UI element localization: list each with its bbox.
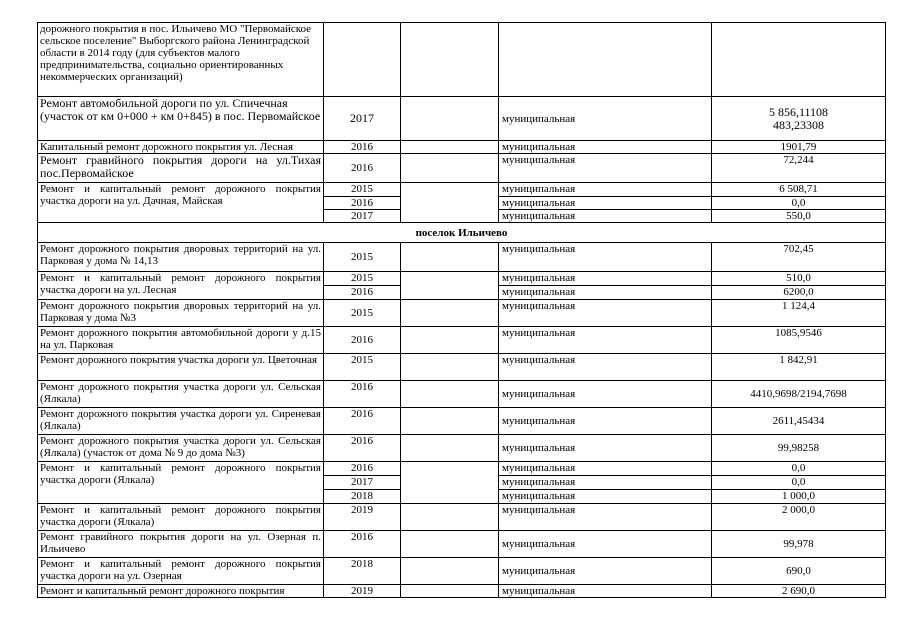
empty-cell — [401, 154, 499, 183]
empty-cell — [401, 272, 499, 300]
amount-cell: 690,0 — [712, 558, 886, 585]
funding-type: муниципальная — [499, 154, 712, 183]
funding-type: муниципальная — [499, 476, 712, 490]
empty-cell — [401, 435, 499, 462]
work-name: дорожного покрытия в пос. Ильичево МО "Первомайское сельское поселение" Выборгского района Ленинградской области в 2014 году (для субъектов малого предпринимательства, социально ориентированных некоммерческих организаций) — [38, 23, 324, 97]
amount-cell: 702,45 — [712, 243, 886, 272]
amount-cell: 6 508,71 — [712, 183, 886, 197]
section-title: поселок Ильичево — [38, 223, 886, 243]
amount-cell: 0,0 — [712, 197, 886, 210]
year-cell: 2015 — [324, 183, 401, 197]
amount-cell: 6200,0 — [712, 286, 886, 300]
work-name: Ремонт дорожного покрытия дворовых территорий на ул. Парковая у дома № 14,13 — [38, 243, 324, 272]
table-row — [38, 585, 886, 598]
year-cell: 2016 — [324, 381, 401, 408]
year-cell: 2016 — [324, 408, 401, 435]
year-cell — [324, 23, 401, 97]
table-row — [38, 97, 886, 141]
year-cell: 2016 — [324, 327, 401, 354]
section-row — [38, 223, 886, 243]
table-row — [38, 243, 886, 272]
year-cell: 2018 — [324, 490, 401, 504]
year-cell: 2015 — [324, 272, 401, 286]
table-row — [38, 381, 886, 408]
year-cell: 2019 — [324, 585, 401, 598]
empty-cell — [401, 327, 499, 354]
year-cell: 2017 — [324, 476, 401, 490]
work-name: Ремонт дорожного покрытия участка дороги ул. Цветочная — [38, 354, 324, 381]
funding-type: муниципальная — [499, 183, 712, 197]
funding-type: муниципальная — [499, 197, 712, 210]
work-name: Ремонт дорожного покрытия участка дороги ул. Сиреневая (Ялкала) — [38, 408, 324, 435]
year-cell: 2016 — [324, 141, 401, 154]
funding-type: муниципальная — [499, 462, 712, 476]
work-name: Ремонт и капитальный ремонт дорожного покрытия участка дороги на ул. Лесная — [38, 272, 324, 300]
amount-cell: 2 000,0 — [712, 504, 886, 531]
work-name: Ремонт дорожного покрытия автомобильной дороги у д.15 на ул. Парковая — [38, 327, 324, 354]
funding-type: муниципальная — [499, 585, 712, 598]
funding-type: муниципальная — [499, 381, 712, 408]
year-cell: 2016 — [324, 462, 401, 476]
amount-cell: 2 690,0 — [712, 585, 886, 598]
empty-cell — [401, 97, 499, 141]
table-row — [38, 183, 886, 197]
amount-cell — [712, 97, 886, 141]
empty-cell — [401, 504, 499, 531]
empty-cell — [401, 141, 499, 154]
amount-line: 5 856,11108 — [768, 104, 829, 119]
funding-type: муниципальная — [499, 243, 712, 272]
empty-cell — [401, 354, 499, 381]
year-cell: 2016 — [324, 531, 401, 558]
work-name: Ремонт дорожного покрытия участка дороги ул. Сельская (Ялкала) (участок от дома № 9 до дома №3) — [38, 435, 324, 462]
amount-cell: 4410,9698/2194,7698 — [712, 381, 886, 408]
table-row — [38, 272, 886, 286]
work-name: Ремонт гравийного покрытия дороги на ул.Тихая пос.Первомайское — [38, 154, 324, 183]
amount-cell: 550,0 — [712, 210, 886, 223]
amount-line: 483,23308 — [773, 117, 824, 132]
work-name: Ремонт и капитальный ремонт дорожного покрытия участка дороги на ул. Дачная, Майская — [38, 183, 324, 223]
empty-cell — [401, 408, 499, 435]
table-row — [38, 408, 886, 435]
funding-type: муниципальная — [499, 490, 712, 504]
amount-cell: 72,244 — [712, 154, 886, 183]
funding-type: муниципальная — [499, 531, 712, 558]
year-cell: 2019 — [324, 504, 401, 531]
amount-cell: 1 124,4 — [712, 300, 886, 327]
amount-cell: 0,0 — [712, 462, 886, 476]
amount-cell — [712, 23, 886, 97]
year-cell: 2017 — [324, 97, 401, 141]
empty-cell — [401, 381, 499, 408]
year-cell: 2016 — [324, 197, 401, 210]
table-row — [38, 504, 886, 531]
amount-cell: 1 000,0 — [712, 490, 886, 504]
funding-type: муниципальная — [499, 210, 712, 223]
amount-cell: 99,978 — [712, 531, 886, 558]
funding-type: муниципальная — [499, 141, 712, 154]
year-cell: 2015 — [324, 300, 401, 327]
year-cell: 2016 — [324, 435, 401, 462]
work-name: Ремонт дорожного покрытия участка дороги ул. Сельская (Ялкала) — [38, 381, 324, 408]
empty-cell — [401, 585, 499, 598]
table-row — [38, 141, 886, 154]
work-name: Ремонт и капитальный ремонт дорожного покрытия участка дороги (Ялкала) — [38, 462, 324, 504]
table-row — [38, 154, 886, 183]
work-name: Ремонт автомобильной дороги по ул. Спичечная (участок от км 0+000 + км 0+845) в пос. Первомайское — [38, 97, 324, 141]
year-cell: 2015 — [324, 354, 401, 381]
amount-cell: 1 842,91 — [712, 354, 886, 381]
amount-cell: 1901,79 — [712, 141, 886, 154]
table-row — [38, 354, 886, 381]
amount-cell: 510,0 — [712, 272, 886, 286]
year-cell: 2018 — [324, 558, 401, 585]
amount-cell: 2611,45434 — [712, 408, 886, 435]
table-row — [38, 558, 886, 585]
year-cell: 2017 — [324, 210, 401, 223]
amount-cell: 99,98258 — [712, 435, 886, 462]
work-name: Ремонт гравийного покрытия дороги на ул. Озерная п. Ильичево — [38, 531, 324, 558]
funding-type: муниципальная — [499, 286, 712, 300]
year-cell: 2016 — [324, 286, 401, 300]
funding-type — [499, 23, 712, 97]
funding-type: муниципальная — [499, 300, 712, 327]
table-row — [38, 327, 886, 354]
table-row — [38, 300, 886, 327]
funding-type: муниципальная — [499, 435, 712, 462]
funding-type: муниципальная — [499, 504, 712, 531]
work-name: Ремонт и капитальный ремонт дорожного покрытия участка дороги (Ялкала) — [38, 504, 324, 531]
funding-type: муниципальная — [499, 408, 712, 435]
year-cell: 2015 — [324, 243, 401, 272]
empty-cell — [401, 531, 499, 558]
empty-cell — [401, 243, 499, 272]
work-name: Ремонт дорожного покрытия дворовых территорий на ул. Парковая у дома №3 — [38, 300, 324, 327]
empty-cell — [401, 300, 499, 327]
table-row — [38, 462, 886, 476]
amount-cell: 0,0 — [712, 476, 886, 490]
year-cell: 2016 — [324, 154, 401, 183]
table-row — [38, 23, 886, 97]
empty-cell — [401, 183, 499, 223]
table-row — [38, 531, 886, 558]
work-name: Капитальный ремонт дорожного покрытия ул. Лесная — [38, 141, 324, 154]
empty-cell — [401, 23, 499, 97]
funding-type: муниципальная — [499, 558, 712, 585]
funding-type: муниципальная — [499, 272, 712, 286]
empty-cell — [401, 462, 499, 504]
table-row — [38, 435, 886, 462]
amount-cell: 1085,9546 — [712, 327, 886, 354]
funding-type: муниципальная — [499, 327, 712, 354]
empty-cell — [401, 558, 499, 585]
funding-type: муниципальная — [499, 354, 712, 381]
funding-type: муниципальная — [499, 97, 712, 141]
work-name: Ремонт и капитальный ремонт дорожного покрытия участка дороги на ул. Озерная — [38, 558, 324, 585]
work-name: Ремонт и капитальный ремонт дорожного покрытия — [38, 585, 324, 598]
road-repair-table — [37, 22, 886, 598]
